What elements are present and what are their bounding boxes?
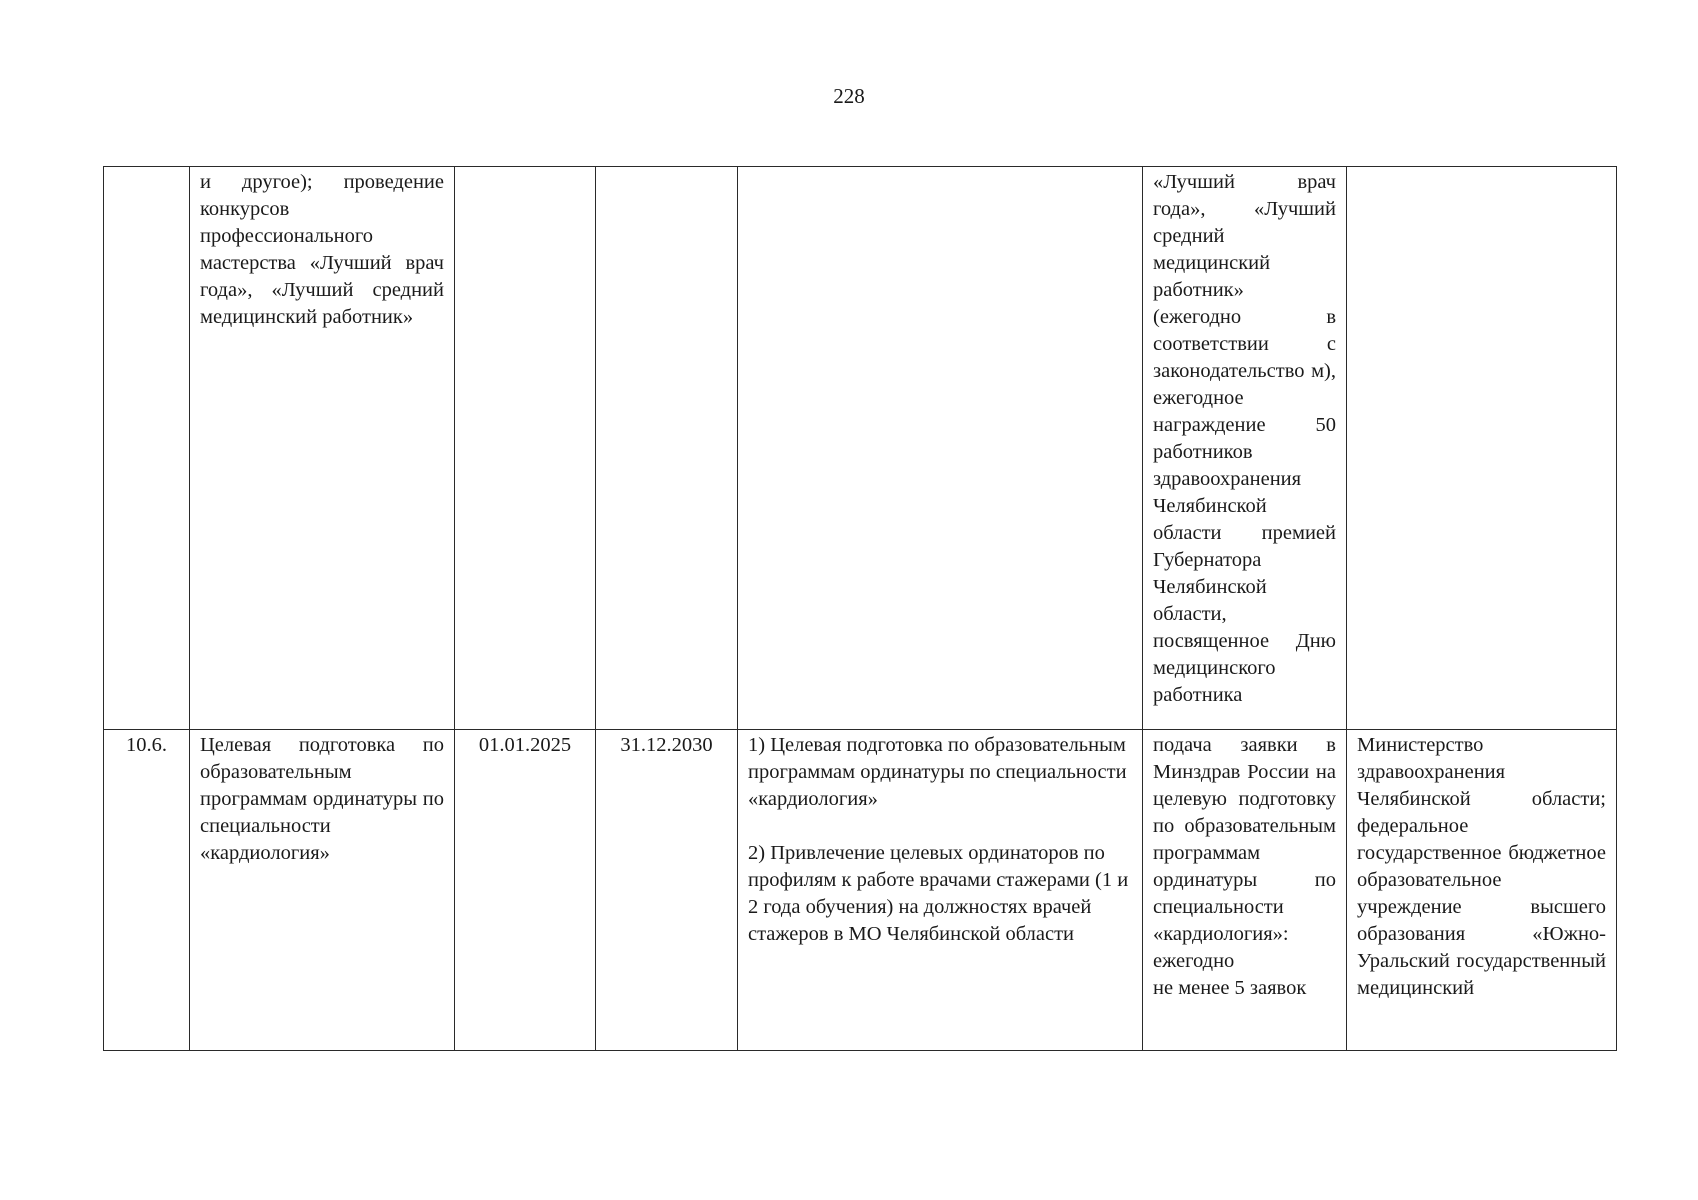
- indicator-text: подача заявки в Минздрав России на целевую подготовку по образовательным программам ординатуры по специальности «кардиология»: ежегодно: [1153, 734, 1336, 972]
- paragraph-gap: [748, 813, 1132, 840]
- table-row: [104, 167, 1617, 730]
- cell-start-date: [455, 167, 596, 730]
- cell-end-date: [596, 167, 738, 730]
- indicator-tail: не менее 5 заявок: [1153, 977, 1307, 999]
- measures-table: [103, 166, 1617, 1051]
- cell-description: [738, 730, 1143, 1051]
- cell-start-date: 01.01.2025: [455, 730, 596, 1051]
- cell-indicator: [1143, 730, 1347, 1051]
- cell-number: 10.6.: [104, 730, 190, 1051]
- description-item-2: 2) Привлечение целевых ординаторов по профилям к работе врачами стажерами (1 и 2 года обучения) на должностях врачей стажеров в МО Челябинской области: [748, 842, 1129, 945]
- cell-description: [738, 167, 1143, 730]
- table-row: [104, 730, 1617, 1051]
- cell-activity: Целевая подготовка по образовательным программам ординатуры по специальности «кардиология»: [190, 730, 455, 1051]
- cell-activity: и другое); проведение конкурсов профессионального мастерства «Лучший врач года», «Лучший средний медицинский работник»: [190, 167, 455, 730]
- cell-number: [104, 167, 190, 730]
- cell-indicator: «Лучший врач года», «Лучший средний медицинский работник» (ежегодно в соответствии с законодательство м), ежегодное награждение 50 работников здравоохранения Челябинской области премией Губернатора Челябинской области, посвященное Дню медицинского работника: [1143, 167, 1347, 730]
- cell-responsible: Министерство здравоохранения Челябинской области; федеральное государственное бюджетное образовательное учреждение высшего образования «Южно-Уральский государственный медицинский: [1347, 730, 1617, 1051]
- cell-responsible: [1347, 167, 1617, 730]
- cell-end-date: 31.12.2030: [596, 730, 738, 1051]
- page-number: 228: [833, 84, 865, 108]
- description-item-1: 1) Целевая подготовка по образовательным программам ординатуры по специальности «кардиология»: [748, 734, 1127, 810]
